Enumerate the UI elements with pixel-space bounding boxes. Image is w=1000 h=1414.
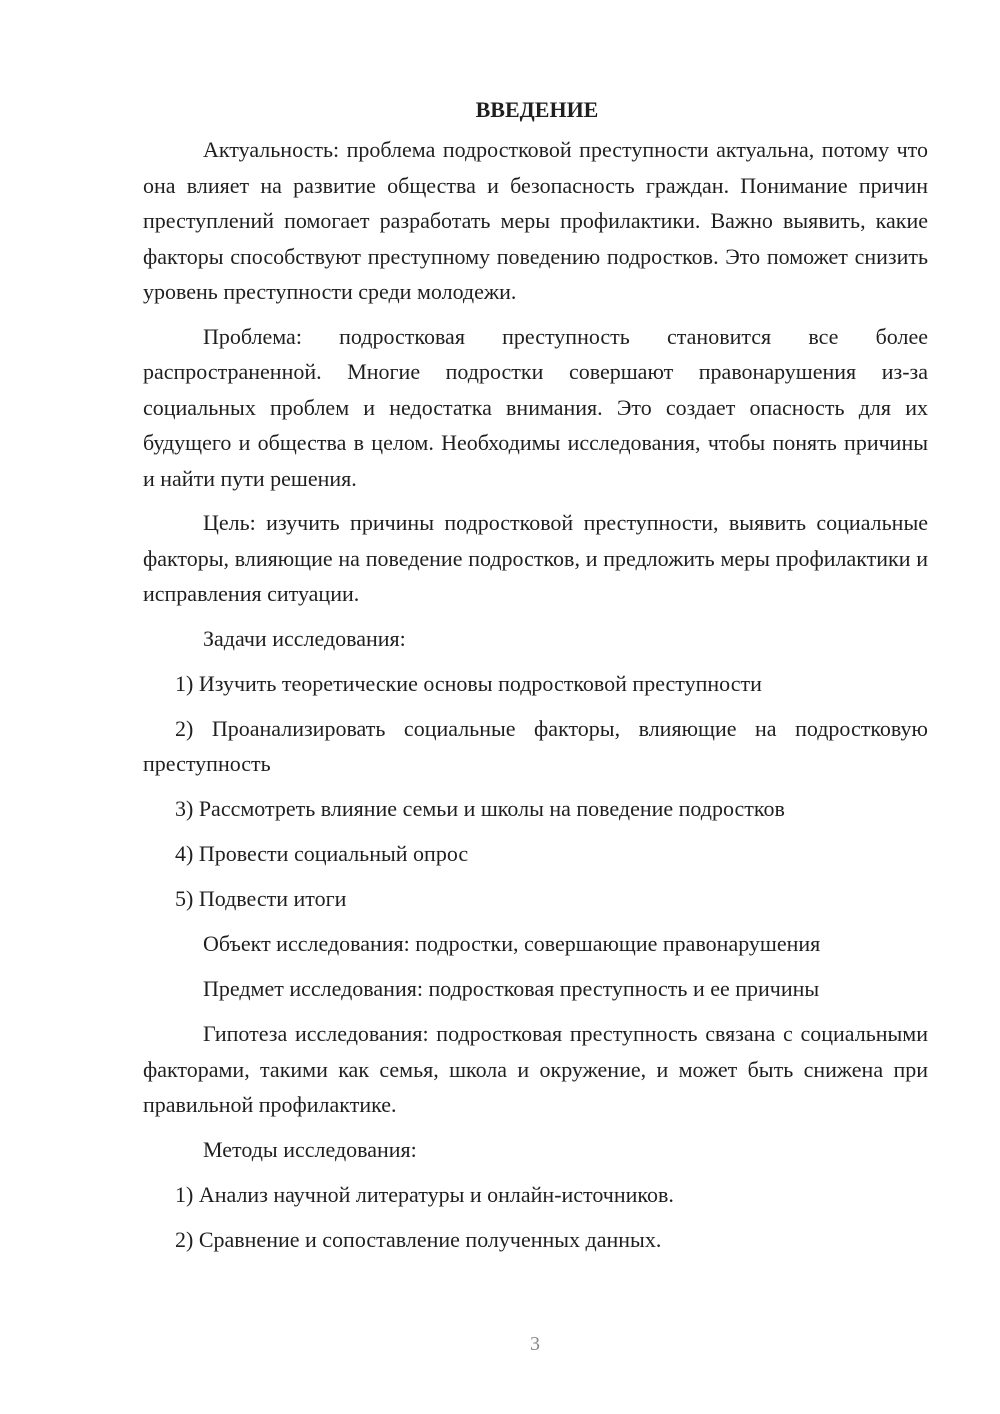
tasks-heading: Задачи исследования:: [203, 625, 406, 651]
task-item-3: 3) Рассмотреть влияние семьи и школы на поведение подростков: [175, 796, 785, 821]
problem-paragraph: Проблема: подростковая преступность становится все более распространенной. Многие подростки совершают правонарушения из-за социальных проблем и недостатка внимания. Это создает опасность для их будущего и общества в целом. Необходимы исследования, чтобы понять причины и найти пути решения.: [143, 323, 928, 491]
task-item-2: 2) Проанализировать социальные факторы, влияющие на подростковую преступность: [143, 715, 928, 776]
page-number: 3: [530, 1333, 540, 1355]
methods-heading: Методы исследования:: [203, 1136, 417, 1162]
hypothesis-paragraph: Гипотеза исследования: подростковая преступность связана с социальными факторами, такими как семья, школа и окружение, и может быть снижена при правильной профилактике.: [143, 1021, 928, 1117]
page-content: [143, 92, 928, 1267]
method-item-2: 2) Сравнение и сопоставление полученных данных.: [175, 1226, 662, 1252]
relevance-paragraph: Актуальность: проблема подростковой преступности актуальна, потому что она влияет на развитие общества и безопасность граждан. Понимание причин преступлений помогает разработать меры профилактики. Важно выявить, какие факторы способствуют преступному поведению подростков. Это поможет снизить уровень преступности среди молодежи.: [143, 137, 928, 304]
task-item-4: 4) Провести социальный опрос: [175, 841, 469, 866]
section-title: ВВЕДЕНИЕ: [475, 97, 599, 122]
research-subject: Предмет исследования: подростковая преступность и ее причины: [203, 976, 820, 1001]
goal-paragraph: Цель: изучить причины подростковой преступности, выявить социальные факторы, влияющие на поведение подростков, и предложить меры профилактики и исправления ситуации.: [143, 510, 928, 606]
method-item-1: 1) Анализ научной литературы и онлайн-источников.: [175, 1181, 674, 1207]
research-object: Объект исследования: подростки, совершающие правонарушения: [203, 931, 821, 956]
task-item-1: 1) Изучить теоретические основы подростковой преступности: [175, 670, 762, 696]
task-item-5: 5) Подвести итоги: [175, 886, 347, 911]
